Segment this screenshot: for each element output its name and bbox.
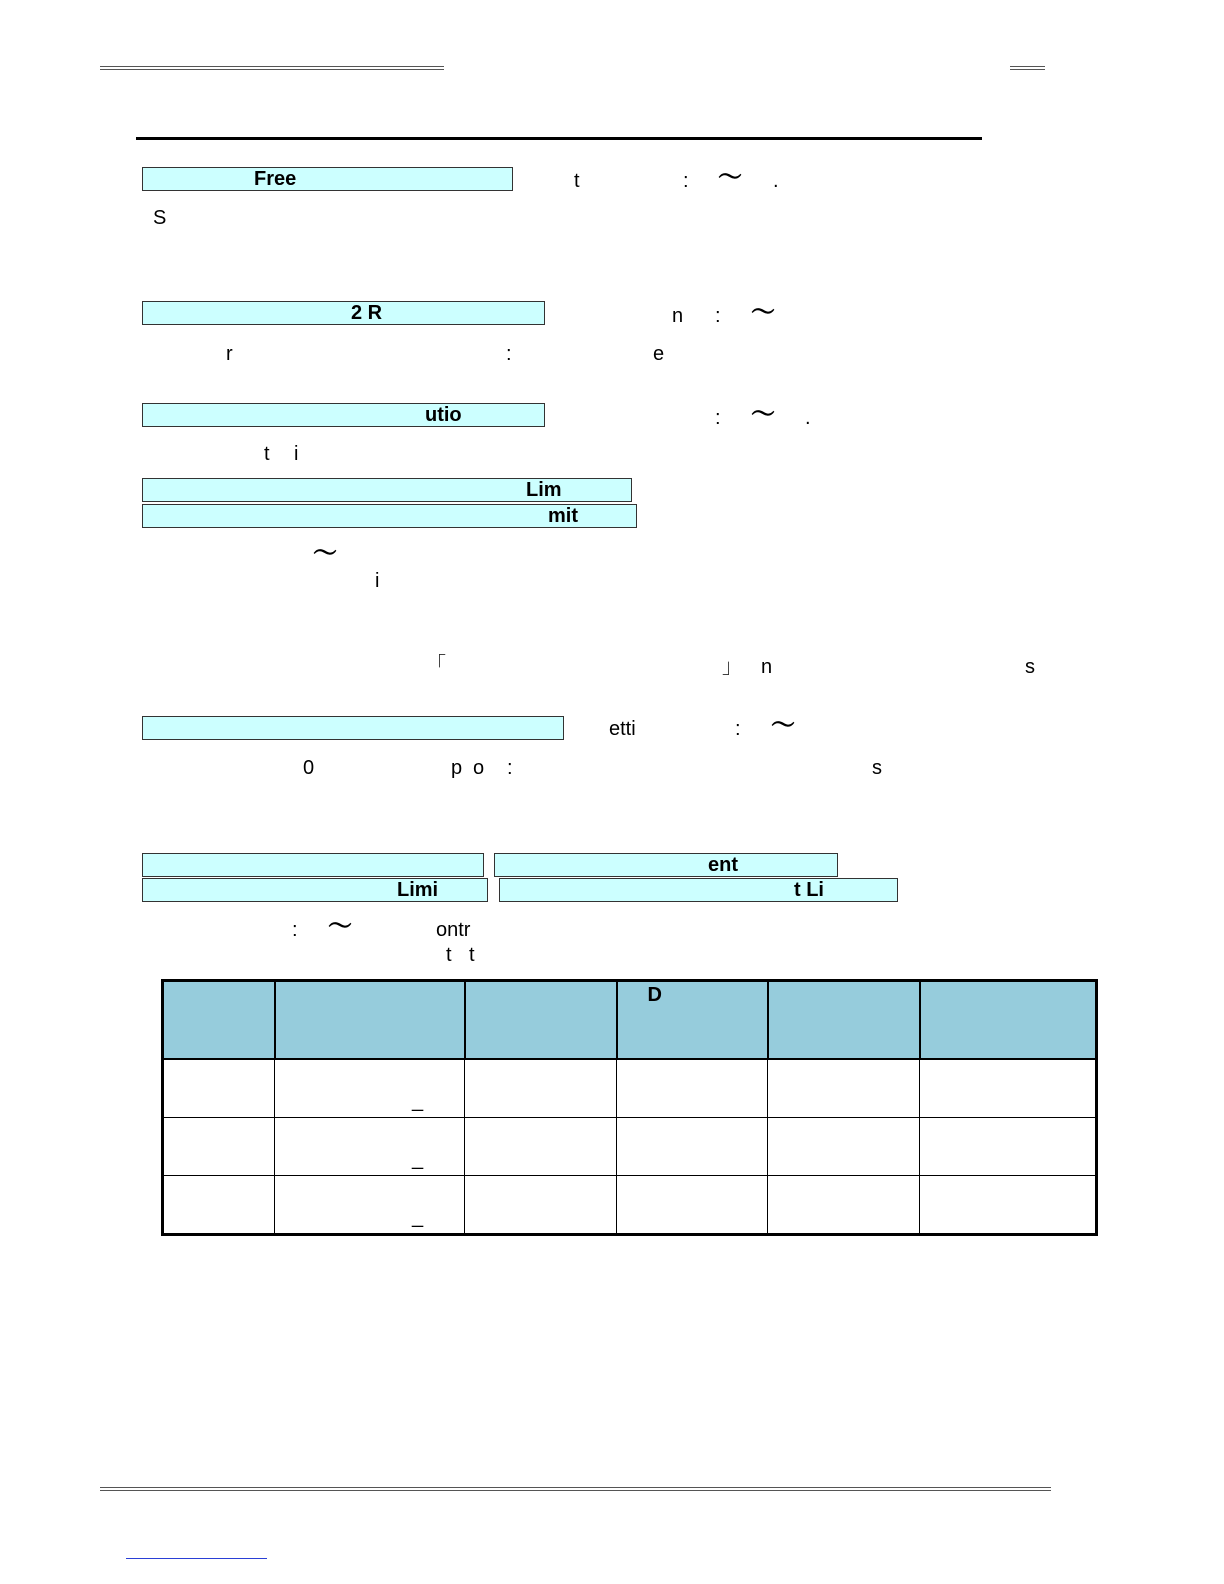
text-fragment: : xyxy=(735,718,741,740)
text-fragment: i xyxy=(375,570,380,592)
text-fragment: t xyxy=(446,944,452,966)
table-row xyxy=(163,1059,1097,1118)
table-cell xyxy=(275,1176,465,1235)
band-label: t Li xyxy=(794,879,824,901)
text-fragment: : xyxy=(507,757,513,779)
data-table xyxy=(161,979,1098,1236)
tilde-mark: 〜 xyxy=(751,299,775,326)
band-label: utio xyxy=(425,404,462,426)
table-header-cell xyxy=(163,981,275,1060)
table-row xyxy=(163,1118,1097,1176)
table-cell xyxy=(617,1118,768,1176)
text-fragment: S xyxy=(153,207,167,229)
band-label: 2 R xyxy=(351,302,383,324)
tilde-mark: 〜 xyxy=(718,164,742,191)
band-grid-ent xyxy=(494,853,838,877)
band-label: ent xyxy=(708,854,738,876)
table-cell xyxy=(465,1059,617,1118)
band-grid-tli xyxy=(499,878,898,902)
table-cell xyxy=(920,1059,1097,1118)
text-fragment: : xyxy=(715,407,721,429)
table-cell xyxy=(275,1059,465,1118)
table-cell xyxy=(465,1176,617,1235)
cell-dash: _ xyxy=(412,1090,424,1112)
table-header-cell: D xyxy=(617,981,768,1060)
band-lim xyxy=(142,478,632,502)
band-label: mit xyxy=(548,505,578,527)
text-fragment: 」 xyxy=(722,656,742,678)
table-cell xyxy=(617,1176,768,1235)
text-fragment: 0 xyxy=(303,757,315,779)
text-fragment: s xyxy=(872,757,882,779)
band-free xyxy=(142,167,513,191)
cell-dash: _ xyxy=(412,1206,424,1228)
band-utio xyxy=(142,403,545,427)
band-mit xyxy=(142,504,637,528)
table-header-row xyxy=(163,981,1097,1060)
table-row xyxy=(163,1176,1097,1235)
text-fragment: . xyxy=(773,170,779,192)
table-cell xyxy=(768,1118,920,1176)
text-fragment: : xyxy=(292,919,298,941)
text-fragment: t xyxy=(469,944,475,966)
table-cell xyxy=(920,1176,1097,1235)
table-header-cell xyxy=(465,981,617,1060)
text-fragment: : xyxy=(683,170,689,192)
table-cell xyxy=(617,1059,768,1118)
text-fragment: t xyxy=(264,443,270,465)
band-label: Free xyxy=(254,168,297,190)
footer-link[interactable] xyxy=(126,1558,267,1559)
text-fragment: t xyxy=(574,170,580,192)
table-cell xyxy=(163,1059,275,1118)
table-header-cell xyxy=(920,981,1097,1060)
text-fragment: . xyxy=(805,407,811,429)
text-fragment: n xyxy=(672,305,684,327)
band-grid-a xyxy=(142,853,484,877)
table-header-cell xyxy=(275,981,465,1060)
text-fragment: etti xyxy=(609,718,636,740)
text-fragment: e xyxy=(653,343,665,365)
text-fragment: n xyxy=(761,656,773,678)
table-cell xyxy=(163,1176,275,1235)
table-cell xyxy=(275,1118,465,1176)
band-label: Lim xyxy=(526,479,562,501)
band-2r xyxy=(142,301,545,325)
text-fragment: : xyxy=(506,343,512,365)
table-cell xyxy=(920,1118,1097,1176)
text-fragment: ontr xyxy=(436,919,471,941)
tilde-mark: 〜 xyxy=(328,913,352,940)
tilde-mark: 〜 xyxy=(313,540,337,567)
table-header-cell xyxy=(768,981,920,1060)
text-fragment: s xyxy=(1025,656,1035,678)
text-fragment: 「 xyxy=(426,654,446,676)
section-title-rule xyxy=(136,137,982,140)
text-fragment: r xyxy=(226,343,233,365)
band-label: Limi xyxy=(397,879,439,901)
cell-dash: _ xyxy=(412,1148,424,1170)
text-fragment: i xyxy=(294,443,299,465)
table-cell xyxy=(465,1118,617,1176)
tilde-mark: 〜 xyxy=(751,401,775,428)
band-grid-limi xyxy=(142,878,488,902)
header-rule-left xyxy=(100,66,444,70)
footer-rule xyxy=(100,1487,1051,1491)
text-fragment: : xyxy=(715,305,721,327)
band-setting xyxy=(142,716,564,740)
table-cell xyxy=(768,1176,920,1235)
text-fragment: o xyxy=(473,757,485,779)
table-cell xyxy=(768,1059,920,1118)
header-rule-right xyxy=(1010,66,1045,70)
table-cell xyxy=(163,1118,275,1176)
tilde-mark: 〜 xyxy=(771,712,795,739)
text-fragment: p xyxy=(451,757,463,779)
